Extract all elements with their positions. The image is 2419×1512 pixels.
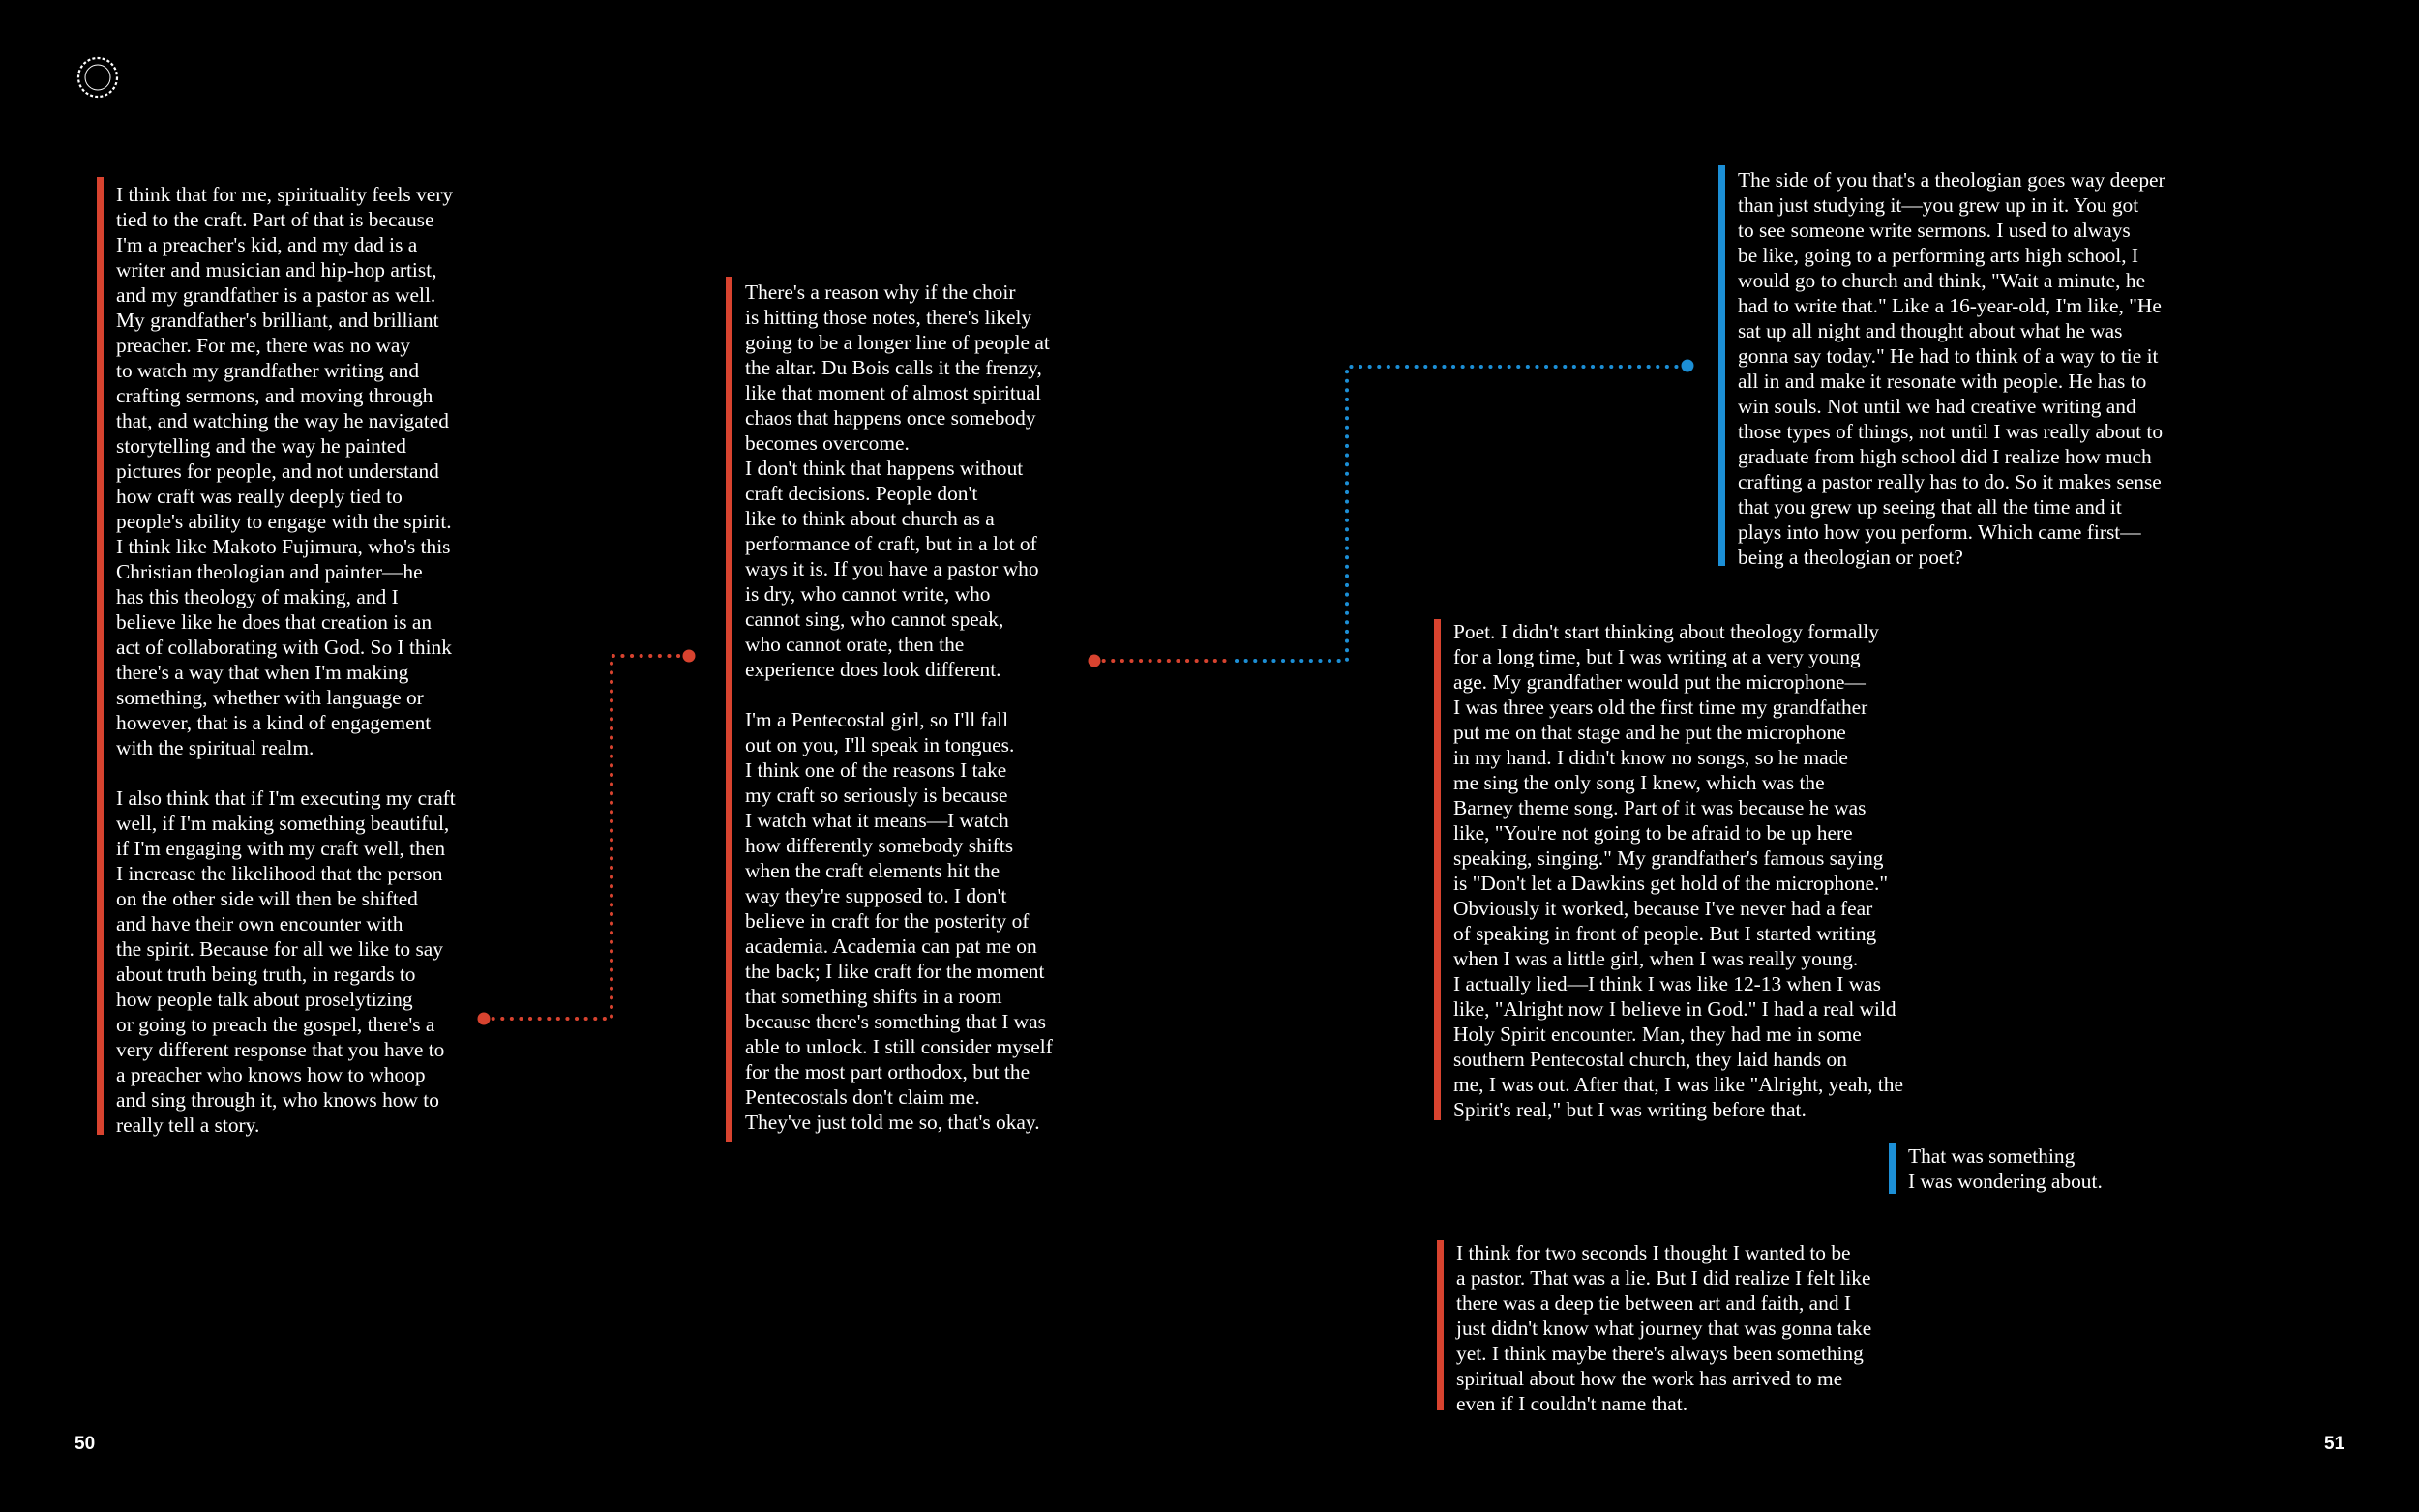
paragraph: I think for two seconds I thought I wanted to be a pastor. That was a lie. But I did realize I felt like there was a deep tie between art and faith, and I just didn't know what journey that was gonna take yet. I think maybe there's always been something spiritual about how the work has arrived to me even if I couldn't name that. bbox=[1456, 1241, 1872, 1415]
accent-bar bbox=[1889, 1143, 1896, 1194]
paragraph: Poet. I didn't start thinking about theology formally for a long time, but I was writing at a very young age. My grandfather would put the microphone— I was three years old the first time my grandfather put me on that stage and he put the microphone in my hand. I didn't know no songs, so he made me sing the only song I knew, which was the Barney theme song. Part of it was because he was like, "You're not going to be afraid to be up here speaking, singing." My grandfather's famous saying is "Don't let a Dawkins get hold of the microphone." Obviously it worked, because I've never had a fear of speaking in front of people. But I started writing when I was a little girl, when I was really young. I actually lied—I think I was like 12-13 when I was like, "Alright now I believe in God." I had a real wild Holy Spirit encounter. Man, they had me in some southern Pentecostal church, they laid hands on me, I was out. After that, I was like "Alright, yeah, the Spirit's real," but I was writing before that. bbox=[1453, 620, 1903, 1121]
paragraph: I also think that if I'm executing my craft well, if I'm making something beautiful, if I'm engaging with my craft well, then I increase the likelihood that the person on the other side will then be shifted and have their own encounter with the spirit. Because for all we like to say about truth being truth, in regards to how people talk about proselytizing or going to preach the gospel, there's a very different response that you have to a preacher who knows how to whoop and sing through it, who knows how to really tell a story. bbox=[116, 786, 456, 1137]
paragraph: The side of you that's a theologian goes way deeper than just studying it—you grew up in it. You got to see someone write sermons. I used to always be like, going to a performing arts high school, I would go to church and think, "Wait a minute, he had to write that." Like a 16-year-old, I'm like, "He sat up all night and thought about what he was gonna say today." He had to think of a way to tie it all in and make it resonate with people. He has to win souls. Not until we had creative writing and those types of things, not until I was really about to graduate from high school did I realize how much crafting a pastor really has to do. So it makes sense that you grew up seeing that all the time and it plays into how you perform. Which came first— being a theologian or poet? bbox=[1738, 168, 2165, 569]
paragraph: I think that for me, spirituality feels very tied to the craft. Part of that is because I'm a preacher's kid, and my dad is a writer and musician and hip-hop artist, and my grandfather is a pastor as well. My grandfather's brilliant, and brilliant preacher. For me, there was no way to watch my grandfather writing and crafting sermons, and moving through that, and watching the way he navigated storytelling and the way he painted pictures for people, and not understand how craft was really deeply tied to people's ability to engage with the spirit. I think like Makoto Fujimura, who's this Christian theologian and painter—he has this theology of making, and I believe like he does that creation is an act of collaborating with God. So I think there's a way that when I'm making something, whether with language or however, that is a kind of engagement with the spiritual realm. bbox=[116, 183, 454, 759]
accent-bar bbox=[726, 277, 732, 1142]
accent-bar bbox=[1434, 619, 1441, 1120]
text-block-2 bbox=[726, 277, 1103, 1142]
page-number-right: 51 bbox=[2324, 1434, 2345, 1454]
paragraph: That was something I was wondering about. bbox=[1908, 1144, 2103, 1193]
text-block-1 bbox=[97, 177, 503, 1135]
paragraph: There's a reason why if the choir is hitting those notes, there's likely going to be a longer line of people at the altar. Du Bois calls it the frenzy, like that moment of almost spiritual chaos that happens once somebody becomes overcome. I don't think that happens without craft decisions. People don't like to think about church as a performance of craft, but in a lot of ways it is. If you have a pastor who is dry, who cannot write, who cannot sing, who cannot speak, who cannot orate, then the experience does look different. bbox=[745, 281, 1050, 681]
accent-bar bbox=[97, 177, 104, 1135]
accent-bar bbox=[1718, 165, 1725, 566]
text-block-5 bbox=[1889, 1143, 2150, 1194]
page-number-left: 50 bbox=[75, 1434, 96, 1454]
text-block-6 bbox=[1437, 1240, 1940, 1415]
connector-dot bbox=[1682, 360, 1694, 372]
text-block-3 bbox=[1718, 165, 2212, 569]
paragraph: I'm a Pentecostal girl, so I'll fall out on you, I'll speak in tongues. I think one of the reasons I take my craft so seriously is because I watch what it means—I watch how differently somebody shifts when the craft elements hit the way they're supposed to. I don't believe in craft for the posterity of academia. Academia can pat me on the back; I like craft for the moment that something shifts in a room because there's something that I was able to unlock. I still consider myself for the most part orthodox, but the Pentecostals don't claim me. They've just told me so, that's okay. bbox=[745, 708, 1053, 1134]
text-block-4 bbox=[1434, 619, 1956, 1120]
connector-red-left bbox=[478, 650, 696, 1025]
accent-bar bbox=[1437, 1240, 1444, 1410]
connector-dot bbox=[683, 650, 696, 663]
